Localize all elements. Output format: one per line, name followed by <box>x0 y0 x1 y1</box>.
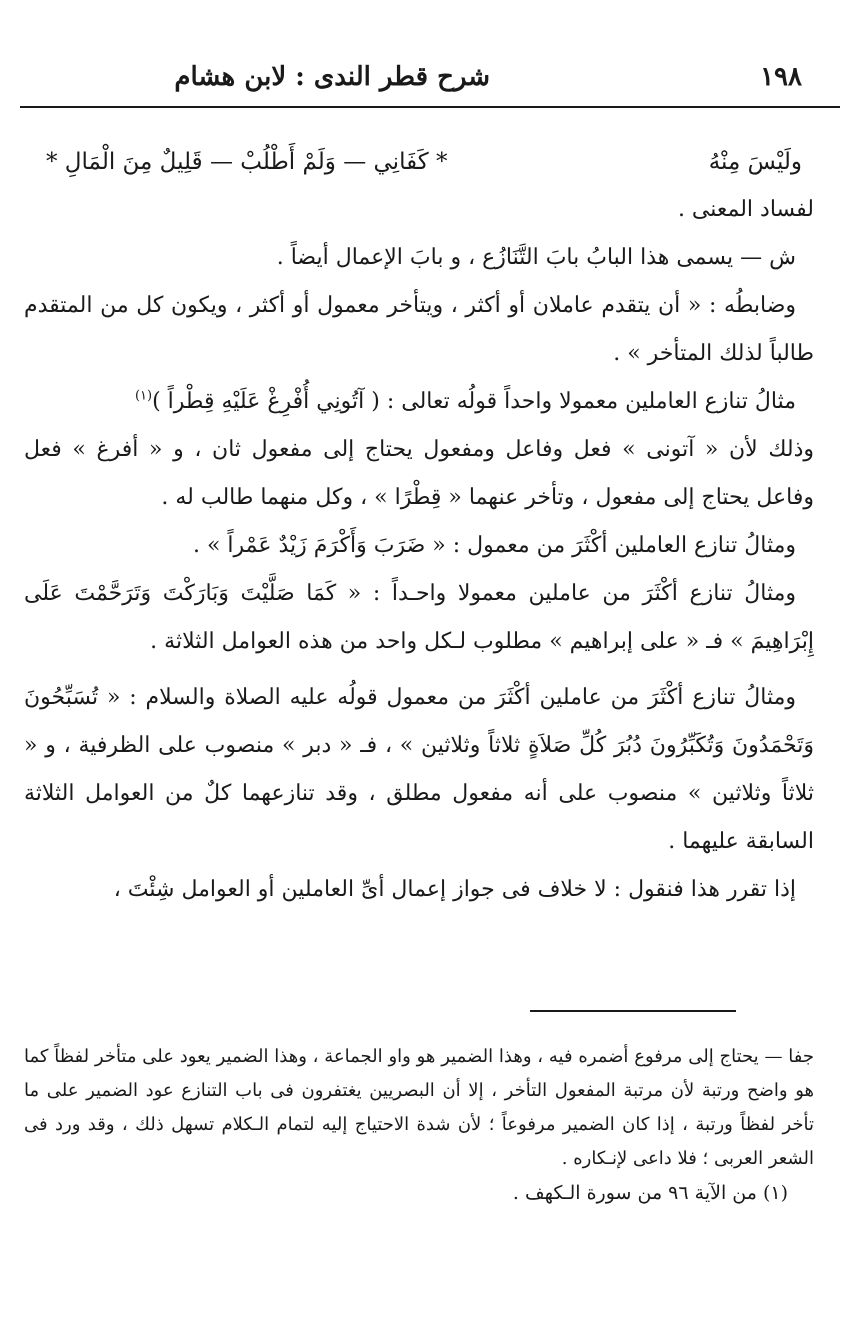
paragraph: ومثالُ تنازع أكْثَرَ من عاملين معمولا واحـداً : « كَمَا صَلَّيْتَ وَبَارَكْتَ وَتَرَحَّمْتَ عَلَى إِبْرَاهِيمَ » فـ « على إبراهيم » مطلوب لـكل واحد من هذه العوامل الثلاثة . <box>24 581 814 654</box>
footnote-continuation: جفا — يحتاج إلى مرفوع أضمره فيه ، وهذا الضمير هو واو الجماعة ، وهذا الضمير يعود على متأخر لفظاً كما هو واضح ورتبة لأن مرتبة المفعول التأخر ، إلا أن البصريين يغتفرون فى باب التنازع عود الضمير على ما تأخر لفظاً ورتبة ، إذا كان الضمير مرفوعاً ؛ لأن شدة الاحتياج إليه لتمام الـكلام تسهل ذلك ، وقد ورد فى الشعر العربى ؛ فلا داعى لإنـكاره . <box>24 1046 814 1169</box>
footnote-1: (١) من الآية ٩٦ من سورة الـكهف . <box>512 1182 788 1204</box>
main-text <box>24 138 814 914</box>
footnote-marker: (١) <box>134 388 153 404</box>
paragraph: ومثالُ تنازع العاملين أكْثَرَ من معمول : « ضَرَبَ وَأَكْرَمَ زَيْدٌ عَمْراً » . <box>192 533 796 558</box>
paragraph-text: مثالُ تنازع العاملين معمولا واحداً قولُه تعالى : ( آتُونِي أُفْرِغْ عَلَيْهِ قِطْراً ) <box>152 389 796 414</box>
page-header <box>20 60 840 102</box>
footnote-rule <box>530 1010 736 1012</box>
paragraph: ومثالُ تنازع أكْثَرَ من عاملين أكْثَرَ من معمول قولُه عليه الصلاة والسلام : « تُسَبِّحُونَ وَتَحْمَدُونَ وَتُكَبِّرُونَ دُبُرَ كُلِّ صَلاَةٍ ثلاثاً وثلاثين » ، فـ « دبر » منصوب على الظرفية ، و « ثلاثاً وثلاثين » منصوب على أنه مفعول مطلق ، وقد تنازعهما كلٌ من العوامل الثلاثة السابقة عليهما . <box>24 685 814 854</box>
header-rule <box>20 106 840 108</box>
spacer <box>24 666 814 674</box>
paragraph <box>24 378 814 426</box>
paragraph: إذا تقرر هذا فنقول : لا خلاف فى جواز إعمال أىِّ العاملين أو العوامل شِئْتَ ، <box>113 877 796 902</box>
paragraph: وضابطُه : « أن يتقدم عاملان أو أكثر ، ويتأخر معمول أو أكثر ، ويكون كل من المتقدم طالباً لذلك المتأخر » . <box>24 293 814 366</box>
paragraph: وذلك لأن « آتونى » فعل وفاعل ومفعول يحتاج إلى مفعول ثان ، و « أفرغ » فعل وفاعل يحتاج إلى مفعول ، وتأخر عنهما « قِطْرًا » ، وكل منهما طالب له . <box>24 437 814 510</box>
verse-line <box>24 138 814 186</box>
page-number: ١٩٨ <box>760 62 802 92</box>
running-title: شرح قطر الندى : لابن هشام <box>174 62 490 92</box>
footnotes <box>24 1040 814 1210</box>
verse-second-hemistich: * كَفَانِي — وَلَمْ أَطْلُبْ — قَلِيلٌ مِنَ الْمَالِ * <box>46 149 448 175</box>
paragraph: ش — يسمى هذا البابُ بابَ التَّنَازُع ، و بابَ الإعمال أيضاً . <box>276 245 796 270</box>
paragraph: لفساد المعنى . <box>677 197 814 222</box>
verse-first-hemistich: ولَيْسَ مِنْهُ <box>708 149 802 175</box>
